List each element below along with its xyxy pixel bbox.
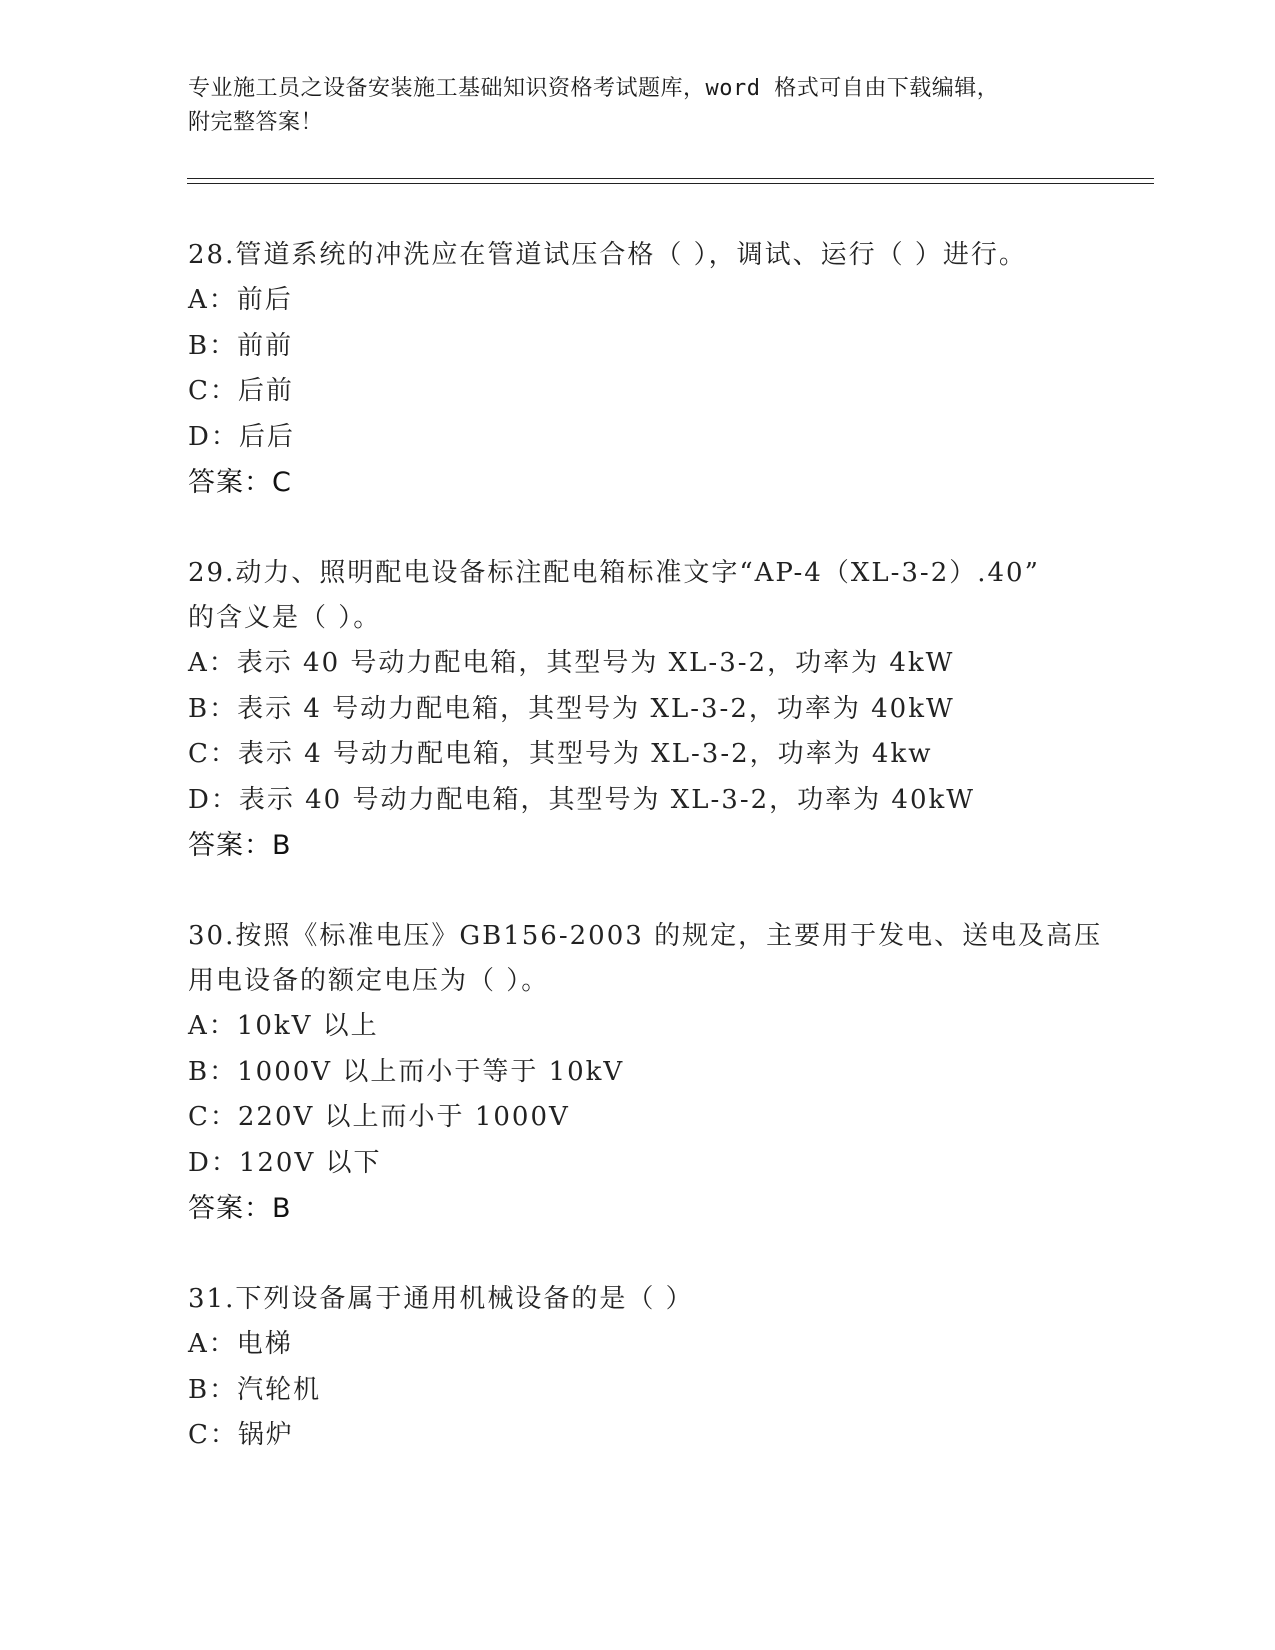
question-stem: 30.按照《标准电压》GB156-2003 的规定，主要用于发电、送电及高压 bbox=[188, 921, 1103, 951]
question-stem-continued: 的含义是（ ）。 bbox=[188, 603, 382, 633]
option-a: A：10kV 以上 bbox=[188, 1011, 379, 1041]
header-line-2: 附完整答案！ bbox=[188, 110, 324, 135]
option-c: C：锅炉 bbox=[188, 1420, 294, 1450]
option-d: D：表示 40 号动力配电箱，其型号为 XL-3-2，功率为 40kW bbox=[188, 784, 975, 815]
option-a: A：电梯 bbox=[188, 1329, 293, 1359]
option-c: C：220V 以上而小于 1000V bbox=[188, 1102, 570, 1132]
option-b: B：表示 4 号动力配电箱，其型号为 XL-3-2，功率为 40kW bbox=[188, 693, 955, 724]
question-stem: 29.动力、照明配电设备标注配电箱标准文字“AP-4（XL-3-2）.40” bbox=[188, 558, 1040, 588]
answer: 答案：B bbox=[188, 830, 292, 861]
option-d: D：后后 bbox=[188, 421, 295, 452]
question-stem-continued: 用电设备的额定电压为（ ）。 bbox=[188, 966, 550, 996]
option-b: B：前前 bbox=[188, 330, 294, 361]
question-stem: 31.下列设备属于通用机械设备的是（ ） bbox=[188, 1284, 694, 1314]
option-a: A：表示 40 号动力配电箱，其型号为 XL-3-2，功率为 4kW bbox=[188, 648, 955, 678]
option-b: B：汽轮机 bbox=[188, 1374, 322, 1405]
question-stem: 28.管道系统的冲洗应在管道试压合格（ ），调试、运行（ ）进行。 bbox=[188, 240, 1027, 270]
header-line-1: 专业施工员之设备安装施工基础知识资格考试题库，word 格式可自由下载编辑， bbox=[188, 76, 1000, 101]
option-c: C：后前 bbox=[188, 376, 294, 406]
option-c: C：表示 4 号动力配电箱，其型号为 XL-3-2，功率为 4kw bbox=[188, 739, 933, 769]
option-d: D：120V 以下 bbox=[188, 1147, 382, 1178]
answer: 答案：B bbox=[188, 1193, 292, 1224]
header-divider-top bbox=[187, 178, 1154, 179]
question-29 bbox=[188, 551, 1148, 869]
option-b: B：1000V 以上而小于等于 10kV bbox=[188, 1056, 625, 1087]
document-header bbox=[188, 72, 1088, 140]
question-28 bbox=[188, 233, 1148, 506]
header-divider-bottom bbox=[187, 183, 1154, 184]
option-a: A：前后 bbox=[188, 285, 293, 315]
question-31 bbox=[188, 1277, 1148, 1459]
question-30 bbox=[188, 914, 1148, 1232]
answer: 答案：C bbox=[188, 467, 292, 498]
